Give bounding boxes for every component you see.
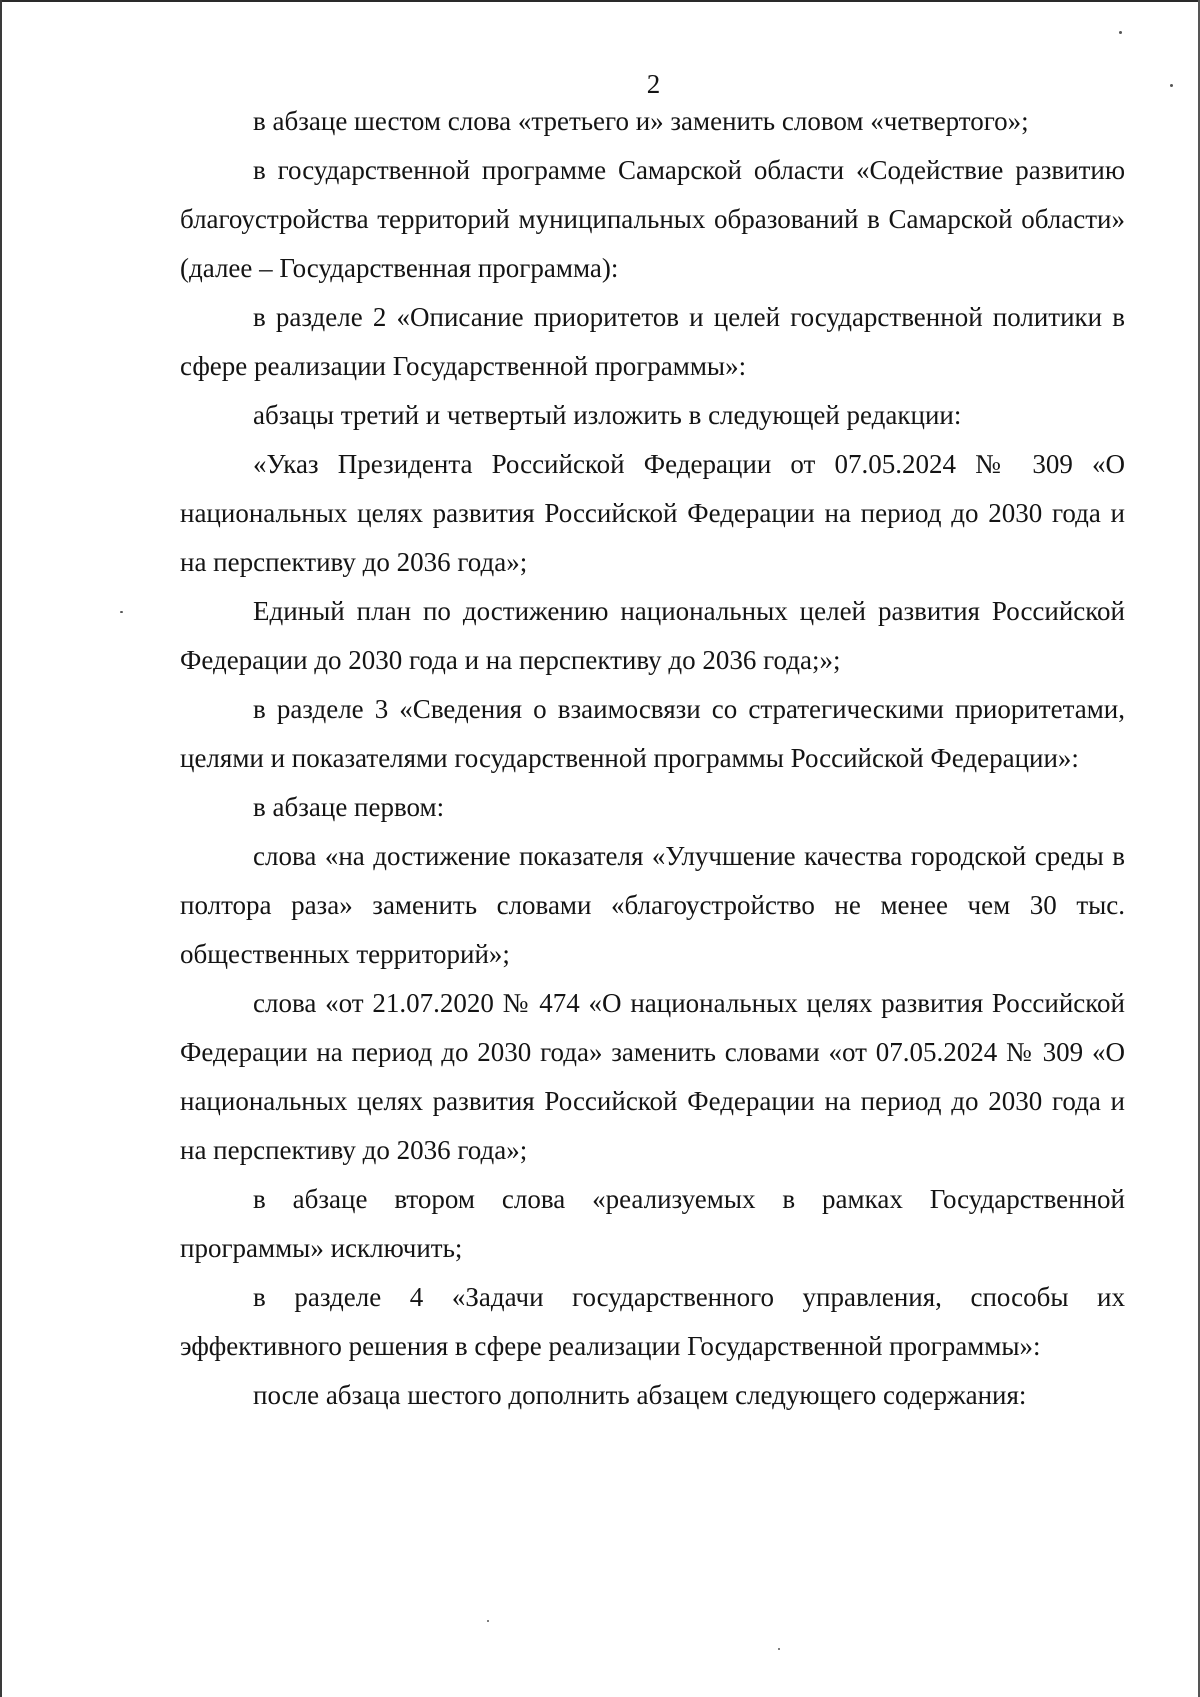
- paragraph: в абзаце первом:: [253, 792, 445, 822]
- paragraph: в абзаце втором слова «реализуемых в рамках Государственной программы» исключить;: [180, 1184, 1125, 1263]
- page-number: 2: [646, 69, 661, 99]
- scan-border-top: [0, 0, 1200, 2]
- scan-speck: [1119, 31, 1122, 34]
- paragraph: абзацы третий и четвертый изложить в следующей редакции:: [253, 400, 962, 430]
- scan-speck: [778, 1648, 780, 1650]
- paragraph: слова «на достижение показателя «Улучшение качества городской среды в полтора раза» заменить словами «благоустройство не менее чем 30 тыс. общественных территорий»;: [180, 841, 1125, 969]
- scan-speck: [120, 611, 123, 613]
- paragraph: в разделе 3 «Сведения о взаимосвязи со стратегическими приоритетами, целями и показателями государственной программы Российской Федерации»:: [180, 694, 1125, 773]
- paragraph: в разделе 2 «Описание приоритетов и целей государственной политики в сфере реализации Государственной программы»:: [180, 302, 1125, 381]
- paragraph: в государственной программе Самарской области «Содействие развитию благоустройства территорий муниципальных образований в Самарской области» (далее – Государственная программа):: [180, 155, 1125, 283]
- paragraph: в разделе 4 «Задачи государственного управления, способы их эффективного решения в сфере реализации Государственной программы»:: [180, 1282, 1125, 1361]
- paragraph: слова «от 21.07.2020 № 474 «О национальных целях развития Российской Федерации на период до 2030 года» заменить словами «от 07.05.2024 № 309 «О национальных целях развития Российской Федерации на период до 2030 года и на перспективу до 2036 года»;: [180, 988, 1125, 1165]
- scan-speck: [487, 1620, 489, 1622]
- paragraph: после абзаца шестого дополнить абзацем следующего содержания:: [253, 1380, 1027, 1410]
- document-body: [180, 97, 1125, 1420]
- paragraph: Единый план по достижению национальных целей развития Российской Федерации до 2030 года и на перспективу до 2036 года;»;: [180, 596, 1125, 675]
- scan-border-left: [0, 0, 2, 1697]
- paragraph: «Указ Президента Российской Федерации от 07.05.2024 № 309 «О национальных целях развития Российской Федерации на период до 2030 года и на перспективу до 2036 года»;: [180, 449, 1125, 577]
- paragraph: в абзаце шестом слова «третьего и» заменить словом «четвертого»;: [253, 106, 1029, 136]
